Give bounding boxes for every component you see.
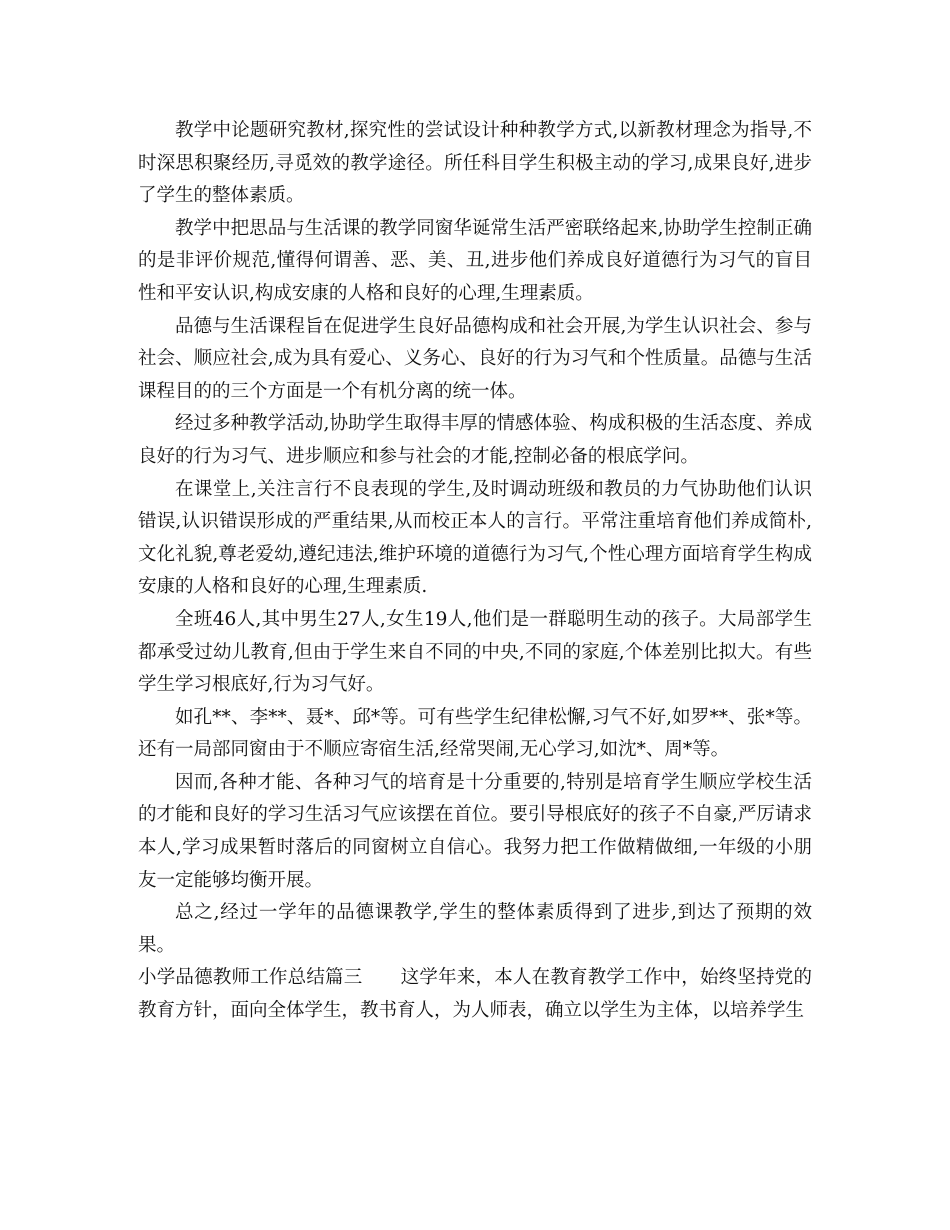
paragraph: 在课堂上,关注言行不良表现的学生,及时调动班级和教员的力气协助他们认识错误,认识错误形成的严重结果,从而校正本人的言行。平常注重培育他们养成简朴,文化礼貌,尊老爱幼,遵纪违法,维护环境的道德行为习气,个性心理方面培育学生构成安康的人格和良好的心理,生理素质. [138, 478, 812, 598]
section-paragraph [138, 962, 812, 1027]
paragraph: 因而,各种才能、各种习气的培育是十分重要的,特别是培育学生顺应学校生活的才能和良好的学习生活习气应该摆在首位。要引导根底好的孩子不自豪,严厉请求本人,学习成果暂时落后的同窗树立自信心。我努力把工作做精做细,一年级的小朋友一定能够均衡开展。 [138, 771, 812, 891]
paragraph: 品德与生活课程旨在促进学生良好品德构成和社会开展,为学生认识社会、参与社会、顺应社会,成为具有爱心、义务心、良好的行为习气和个性质量。品德与生活课程目的的三个方面是一个有机分离的统一体。 [138, 315, 812, 402]
paragraph: 教学中把思品与生活课的教学同窗华诞常生活严密联络起来,协助学生控制正确的是非评价规范,懂得何谓善、恶、美、丑,进步他们养成良好道德行为习气的盲目性和平安认识,构成安康的人格和良好的心理,生理素质。 [138, 217, 812, 304]
section-text: 这学年来，本人在教育教学工作中，始终坚持党的教育方针，面向全体学生，教书育人，为人师表，确立以学生为主体，以培养学生 [138, 967, 812, 1022]
paragraph: 全班46人,其中男生27人,女生19人,他们是一群聪明生动的孩子。大局部学生都承受过幼儿教育,但由于学生来自不同的中央,不同的家庭,个体差别比拟大。有些学生学习根底好,行为习气好。 [138, 608, 812, 696]
paragraph: 如孔**、李**、聂*、邱*等。可有些学生纪律松懈,习气不好,如罗**、张*等。还有一局部同窗由于不顺应寄宿生活,经常哭闹,无心学习,如沈*、周*等。 [138, 706, 812, 761]
paragraph: 教学中论题研究教材,探究性的尝试设计种种教学方式,以新教材理念为指导,不时深思积聚经历,寻觅效的教学途径。所任科目学生积极主动的学习,成果良好,进步了学生的整体素质。 [138, 120, 812, 207]
document-body [138, 115, 812, 1028]
paragraph: 经过多种教学活动,协助学生取得丰厚的情感体验、构成积极的生活态度、养成良好的行为习气、进步顺应和参与社会的才能,控制必备的根底学问。 [138, 413, 812, 467]
section-heading: 小学品德教师工作总结篇三 [138, 967, 363, 989]
paragraph: 总之,经过一学年的品德课教学,学生的整体素质得到了进步,到达了预期的效果。 [138, 902, 812, 956]
